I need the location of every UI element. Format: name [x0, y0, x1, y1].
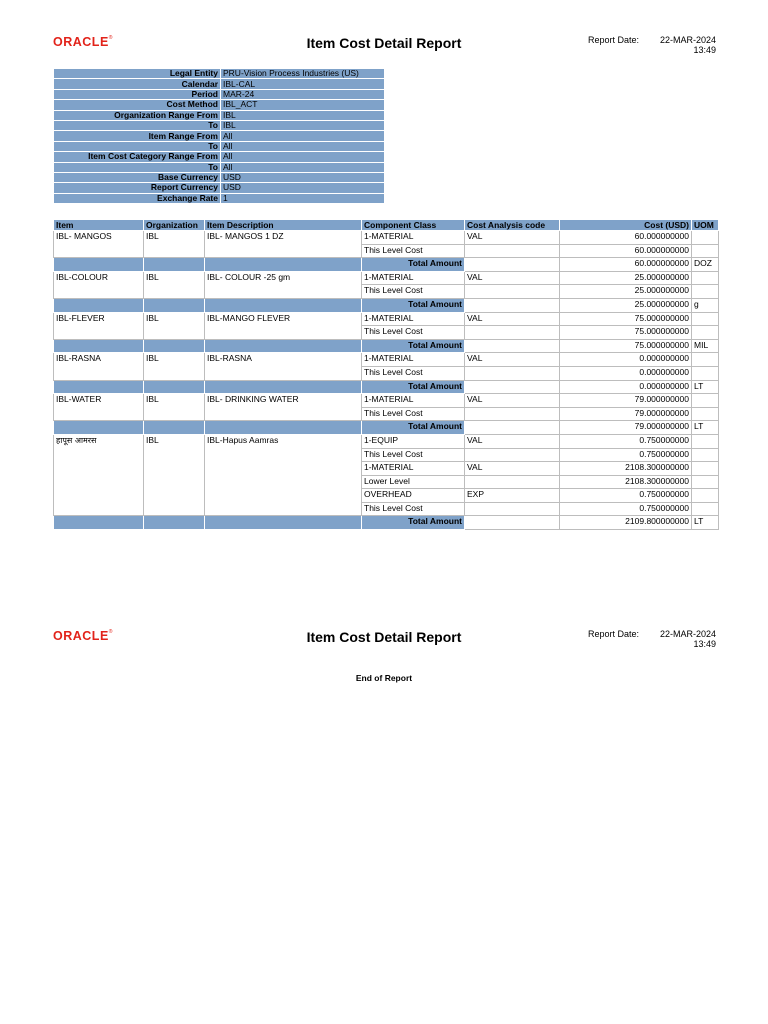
parameter-label: Period [54, 89, 221, 99]
cost-analysis-code-cell [465, 285, 560, 299]
total-row [54, 380, 719, 394]
parameter-row [54, 120, 385, 130]
table-row [54, 271, 719, 285]
item-cell: IBL-COLOUR [54, 271, 144, 298]
parameter-row [54, 183, 385, 193]
parameter-value: All [221, 162, 385, 172]
uom-cell [692, 353, 719, 367]
parameter-value: USD [221, 172, 385, 182]
parameter-label: To [54, 162, 221, 172]
end-of-report: End of Report [355, 673, 413, 683]
uom-cell [692, 489, 719, 503]
cost-analysis-code-cell: VAL [465, 394, 560, 408]
parameter-label: To [54, 120, 221, 130]
report-date-label: Report Date: [588, 35, 640, 45]
component-class-cell: 1-MATERIAL [362, 353, 465, 367]
total-code-cell [465, 421, 560, 435]
table-header-row [54, 220, 719, 231]
total-label: Total Amount [362, 258, 465, 272]
organization-cell: IBL [144, 271, 205, 298]
total-spacer [144, 516, 205, 530]
total-spacer [54, 516, 144, 530]
component-class-cell: OVERHEAD [362, 489, 465, 503]
total-spacer [205, 380, 362, 394]
parameter-row [54, 172, 385, 182]
item-description-cell: IBL- COLOUR -25 gm [205, 271, 362, 298]
report-title: Item Cost Detail Report [306, 35, 462, 51]
parameter-value: USD [221, 183, 385, 193]
parameter-row [54, 110, 385, 120]
cost-analysis-code-cell: EXP [465, 489, 560, 503]
cost-cell: 60.000000000 [560, 244, 692, 258]
parameter-value: All [221, 141, 385, 151]
cost-cell: 60.000000000 [560, 231, 692, 245]
table-row [54, 394, 719, 408]
total-amount: 2109.800000000 [560, 516, 692, 530]
parameter-label: Item Cost Category Range From [54, 152, 221, 162]
total-spacer [205, 516, 362, 530]
col-header-component-class: Component Class [362, 220, 465, 231]
component-class-cell: This Level Cost [362, 285, 465, 299]
parameter-value: IBL [221, 120, 385, 130]
cost-cell: 75.000000000 [560, 326, 692, 340]
parameter-label: Item Range From [54, 131, 221, 141]
cost-cell: 79.000000000 [560, 394, 692, 408]
component-class-cell: 1-MATERIAL [362, 312, 465, 326]
cost-analysis-code-cell [465, 326, 560, 340]
total-spacer [144, 380, 205, 394]
total-amount: 75.000000000 [560, 339, 692, 353]
cost-cell: 0.750000000 [560, 489, 692, 503]
cost-cell: 75.000000000 [560, 312, 692, 326]
component-class-cell: 1-MATERIAL [362, 271, 465, 285]
total-spacer [144, 258, 205, 272]
cost-cell: 25.000000000 [560, 285, 692, 299]
parameter-row [54, 152, 385, 162]
parameter-label: To [54, 141, 221, 151]
uom-cell [692, 462, 719, 476]
table-row [54, 353, 719, 367]
report-date-value: 22-MAR-2024 [659, 35, 716, 45]
organization-cell: IBL [144, 353, 205, 380]
uom-cell [692, 231, 719, 245]
cost-analysis-code-cell: VAL [465, 312, 560, 326]
total-uom: MIL [692, 339, 719, 353]
uom-cell [692, 244, 719, 258]
cost-analysis-code-cell [465, 407, 560, 421]
uom-cell [692, 434, 719, 448]
total-amount: 25.000000000 [560, 298, 692, 312]
component-class-cell: This Level Cost [362, 326, 465, 340]
cost-cell: 0.750000000 [560, 502, 692, 516]
uom-cell [692, 366, 719, 380]
total-label: Total Amount [362, 298, 465, 312]
total-row [54, 421, 719, 435]
cost-analysis-code-cell [465, 448, 560, 462]
uom-cell [692, 271, 719, 285]
report-time-value: 13:49 [693, 45, 716, 55]
uom-cell [692, 285, 719, 299]
cost-cell: 0.000000000 [560, 366, 692, 380]
item-cost-table [53, 219, 719, 530]
cost-analysis-code-cell [465, 366, 560, 380]
cost-analysis-code-cell: VAL [465, 434, 560, 448]
total-spacer [54, 298, 144, 312]
uom-cell [692, 394, 719, 408]
parameter-row [54, 131, 385, 141]
parameter-value: IBL_ACT [221, 100, 385, 110]
total-label: Total Amount [362, 421, 465, 435]
item-cell: हापूस आमरस [54, 434, 144, 516]
parameter-row [54, 193, 385, 203]
organization-cell: IBL [144, 231, 205, 258]
total-spacer [54, 421, 144, 435]
total-row [54, 298, 719, 312]
cost-cell: 25.000000000 [560, 271, 692, 285]
organization-cell: IBL [144, 394, 205, 421]
item-cell: IBL-WATER [54, 394, 144, 421]
total-spacer [54, 380, 144, 394]
table-row [54, 434, 719, 448]
total-code-cell [465, 258, 560, 272]
total-row [54, 516, 719, 530]
parameter-label: Organization Range From [54, 110, 221, 120]
total-code-cell [465, 298, 560, 312]
item-description-cell: IBL- DRINKING WATER [205, 394, 362, 421]
item-cell: IBL- MANGOS [54, 231, 144, 258]
total-uom: g [692, 298, 719, 312]
parameter-row [54, 69, 385, 79]
total-code-cell [465, 339, 560, 353]
report-time-value: 13:49 [693, 639, 716, 649]
component-class-cell: This Level Cost [362, 366, 465, 380]
parameter-row [54, 162, 385, 172]
item-cell: IBL-RASNA [54, 353, 144, 380]
total-label: Total Amount [362, 339, 465, 353]
parameter-value: MAR-24 [221, 89, 385, 99]
component-class-cell: 1-EQUIP [362, 434, 465, 448]
item-description-cell: IBL-MANGO FLEVER [205, 312, 362, 339]
oracle-logo: ORACLE® [53, 35, 113, 49]
cost-analysis-code-cell: VAL [465, 231, 560, 245]
oracle-logo: ORACLE® [53, 629, 113, 643]
item-description-cell: IBL-Hapus Aamras [205, 434, 362, 516]
item-cell: IBL-FLEVER [54, 312, 144, 339]
total-spacer [54, 258, 144, 272]
uom-cell [692, 502, 719, 516]
total-spacer [205, 421, 362, 435]
parameter-label: Base Currency [54, 172, 221, 182]
total-amount: 60.000000000 [560, 258, 692, 272]
component-class-cell: 1-MATERIAL [362, 462, 465, 476]
total-row [54, 339, 719, 353]
total-spacer [205, 298, 362, 312]
component-class-cell: This Level Cost [362, 407, 465, 421]
total-uom: DOZ [692, 258, 719, 272]
total-spacer [144, 421, 205, 435]
uom-cell [692, 475, 719, 489]
parameter-label: Cost Method [54, 100, 221, 110]
parameter-table [53, 68, 385, 204]
item-description-cell: IBL- MANGOS 1 DZ [205, 231, 362, 258]
parameter-label: Legal Entity [54, 69, 221, 79]
total-amount: 79.000000000 [560, 421, 692, 435]
uom-cell [692, 407, 719, 421]
uom-cell [692, 326, 719, 340]
component-class-cell: This Level Cost [362, 244, 465, 258]
cost-analysis-code-cell: VAL [465, 353, 560, 367]
cost-cell: 79.000000000 [560, 407, 692, 421]
cost-analysis-code-cell: VAL [465, 271, 560, 285]
parameter-value: PRU-Vision Process Industries (US) [221, 69, 385, 79]
col-header-uom: UOM [692, 220, 719, 231]
uom-cell [692, 312, 719, 326]
parameter-row [54, 141, 385, 151]
component-class-cell: This Level Cost [362, 448, 465, 462]
total-label: Total Amount [362, 380, 465, 394]
cost-analysis-code-cell [465, 475, 560, 489]
parameter-value: IBL-CAL [221, 79, 385, 89]
parameter-value: All [221, 131, 385, 141]
col-header-cost-analysis-code: Cost Analysis code [465, 220, 560, 231]
parameter-row [54, 100, 385, 110]
total-uom: LT [692, 516, 719, 530]
report-header-page-2 [0, 629, 768, 669]
component-class-cell: 1-MATERIAL [362, 231, 465, 245]
total-uom: LT [692, 380, 719, 394]
total-uom: LT [692, 421, 719, 435]
cost-cell: 2108.300000000 [560, 462, 692, 476]
total-amount: 0.000000000 [560, 380, 692, 394]
parameter-row [54, 89, 385, 99]
cost-cell: 2108.300000000 [560, 475, 692, 489]
parameter-row [54, 79, 385, 89]
total-spacer [205, 258, 362, 272]
component-class-cell: 1-MATERIAL [362, 394, 465, 408]
cost-cell: 0.000000000 [560, 353, 692, 367]
parameter-value: All [221, 152, 385, 162]
total-spacer [205, 339, 362, 353]
uom-cell [692, 448, 719, 462]
total-spacer [54, 339, 144, 353]
col-header-item-description: Item Description [205, 220, 362, 231]
cost-analysis-code-cell: VAL [465, 462, 560, 476]
report-date [660, 35, 716, 55]
total-row [54, 258, 719, 272]
parameter-value: IBL [221, 110, 385, 120]
table-row [54, 231, 719, 245]
organization-cell: IBL [144, 312, 205, 339]
total-spacer [144, 339, 205, 353]
col-header-organization: Organization [144, 220, 205, 231]
cost-analysis-code-cell [465, 244, 560, 258]
parameter-label: Report Currency [54, 183, 221, 193]
report-date-value: 22-MAR-2024 [659, 629, 716, 639]
parameter-label: Exchange Rate [54, 193, 221, 203]
cost-cell: 0.750000000 [560, 434, 692, 448]
total-label: Total Amount [362, 516, 465, 530]
total-code-cell [465, 380, 560, 394]
cost-analysis-code-cell [465, 502, 560, 516]
total-code-cell [465, 516, 560, 530]
cost-cell: 0.750000000 [560, 448, 692, 462]
parameter-value: 1 [221, 193, 385, 203]
report-date [660, 629, 716, 649]
component-class-cell: This Level Cost [362, 502, 465, 516]
col-header-cost: Cost (USD) [560, 220, 692, 231]
report-date-label: Report Date: [588, 629, 640, 639]
report-title: Item Cost Detail Report [306, 629, 462, 645]
col-header-item: Item [54, 220, 144, 231]
item-description-cell: IBL-RASNA [205, 353, 362, 380]
organization-cell: IBL [144, 434, 205, 516]
total-spacer [144, 298, 205, 312]
parameter-label: Calendar [54, 79, 221, 89]
table-row [54, 312, 719, 326]
component-class-cell: Lower Level [362, 475, 465, 489]
